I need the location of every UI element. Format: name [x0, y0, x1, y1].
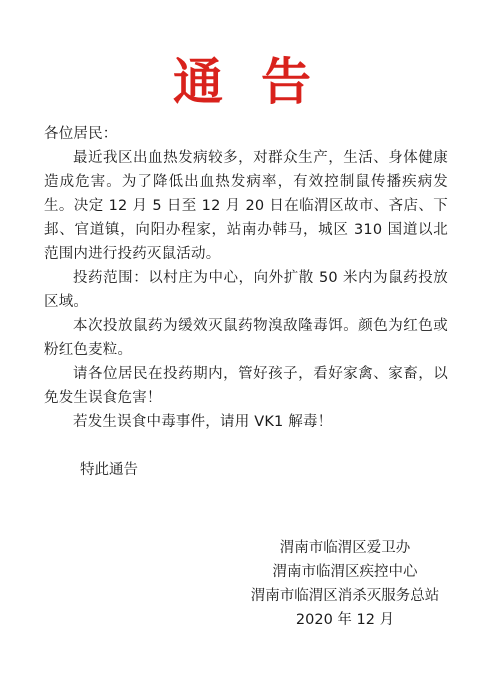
notice-title: 通告 — [173, 52, 349, 111]
signature-block — [240, 536, 450, 632]
paragraph-bait: 本次投放鼠药为缓效灭鼠药物溴敌隆毒饵。颜色为红色或粉红色麦粒。 — [44, 318, 448, 358]
issuer-pest-control-station: 渭南市临渭区消杀灭服务总站 — [250, 588, 440, 604]
closing-line: 特此通告 — [80, 462, 138, 478]
paragraph-scope: 投药范围：以村庄为中心，向外扩散 50 米内为鼠药投放区域。 — [44, 270, 448, 310]
notice-body — [44, 122, 448, 434]
salutation: 各位居民： — [44, 126, 118, 142]
issue-date: 2020 年 12 月 — [295, 612, 395, 628]
paragraph-announcement: 最近我区出血热发病较多，对群众生产，生活、身体健康造成危害。为了降低出血热发病率，有效控制鼠传播疾病发生。决定 12 月 5 日至 12 月 20 日在临渭区故市、吝店、下邽、官道镇，向阳办程家，站南办韩马，城区 310 国道以北范围内进行投药灭鼠活动。 — [44, 150, 448, 262]
issuer-health-office: 渭南市临渭区爱卫办 — [279, 540, 411, 556]
issuer-cdc: 渭南市临渭区疾控中心 — [272, 564, 418, 580]
paragraph-antidote: 若发生误食中毒事件，请用 VK1 解毒！ — [73, 414, 333, 430]
paragraph-caution: 请各位居民在投药期内，管好孩子，看好家禽、家畜，以免发生误食危害！ — [44, 366, 448, 406]
